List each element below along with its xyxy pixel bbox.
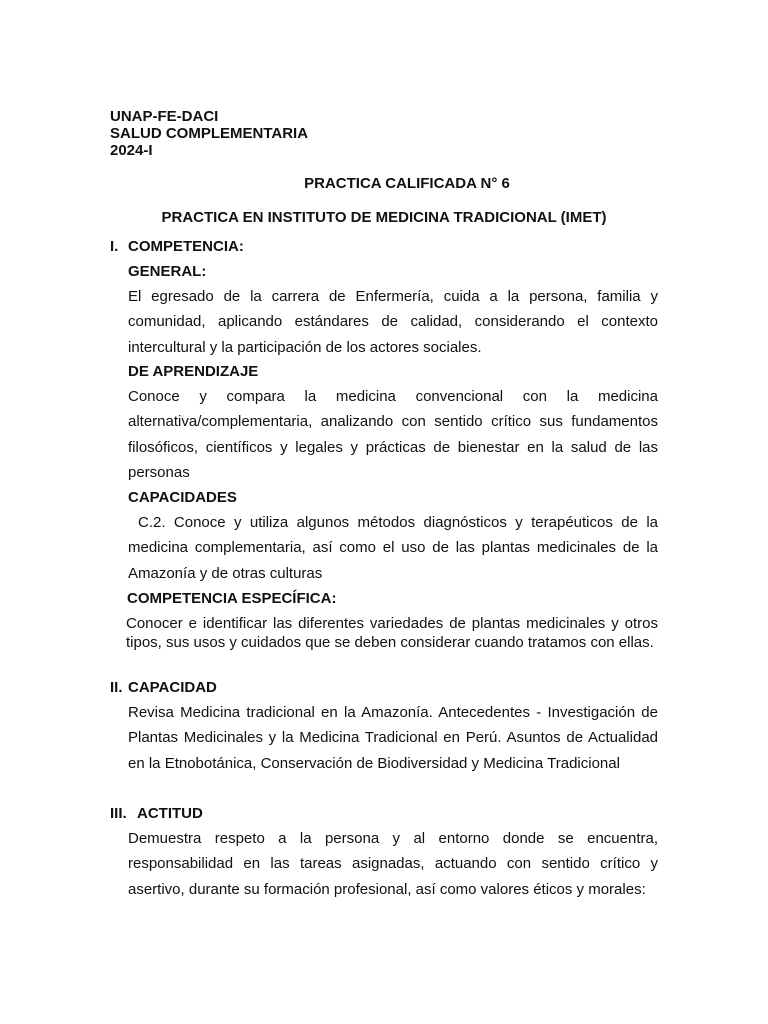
section-capacidad-heading (110, 679, 217, 696)
aprendizaje-heading: DE APRENDIZAJE (128, 363, 259, 380)
section-number: III. (110, 805, 127, 822)
capacidad-paragraph: Revisa Medicina tradicional en la Amazonía. Antecedentes - Investigación de Plantas Medicinales y la Medicina Tradicional en Perú. Asuntos de Actualidad en la Etnobotánica, Conservación de Biodiversidad y Medicina Tradicional (128, 704, 658, 772)
practice-topic-title: PRACTICA EN INSTITUTO DE MEDICINA TRADICIONAL (IMET) (161, 209, 607, 226)
general-heading: GENERAL: (128, 263, 207, 280)
course-name: SALUD COMPLEMENTARIA (110, 125, 309, 142)
institution-code: UNAP-FE-DACI (110, 108, 219, 125)
competencia-especifica-heading: COMPETENCIA ESPECÍFICA: (127, 590, 337, 607)
document-header (110, 108, 308, 159)
competencia-especifica-paragraph: Conocer e identificar las diferentes variedades de plantas medicinales y otros tipos, sus usos y cuidados que se deben considerar cuando tratamos con ellas. (126, 615, 658, 651)
section-actitud-heading (110, 805, 203, 822)
practice-title: PRACTICA CALIFICADA N° 6 (304, 175, 510, 192)
capacidades-paragraph (128, 510, 658, 586)
capacidades-heading: CAPACIDADES (128, 489, 237, 506)
general-paragraph: El egresado de la carrera de Enfermería, cuida a la persona, familia y comunidad, aplicando estándares de calidad, considerando el contexto intercultural y la participación de los actores sociales. (128, 288, 658, 356)
section-number: I. (110, 238, 119, 255)
section-title: COMPETENCIA: (128, 238, 244, 255)
aprendizaje-paragraph: Conoce y compara la medicina convencional con la medicina alternativa/complementaria, analizando con sentido crítico sus fundamentos filosóficos, científicos y legales y prácticas de bienestar en la salud de las personas (128, 388, 658, 481)
capacidades-text: C.2. Conoce y utiliza algunos métodos diagnósticos y terapéuticos de la medicina complementaria, así como el uso de las plantas medicinales de la Amazonía y de otras culturas (128, 514, 658, 582)
actitud-paragraph: Demuestra respeto a la persona y al entorno donde se encuentra, responsabilidad en las tareas asignadas, actuando con sentido crítico y asertivo, durante su formación profesional, así como valores éticos y morales: (128, 830, 658, 898)
section-title: ACTITUD (137, 805, 203, 822)
semester: 2024-I (110, 142, 153, 159)
section-title: CAPACIDAD (128, 679, 217, 696)
section-number: II. (110, 679, 123, 696)
section-competencia-heading (110, 238, 244, 255)
